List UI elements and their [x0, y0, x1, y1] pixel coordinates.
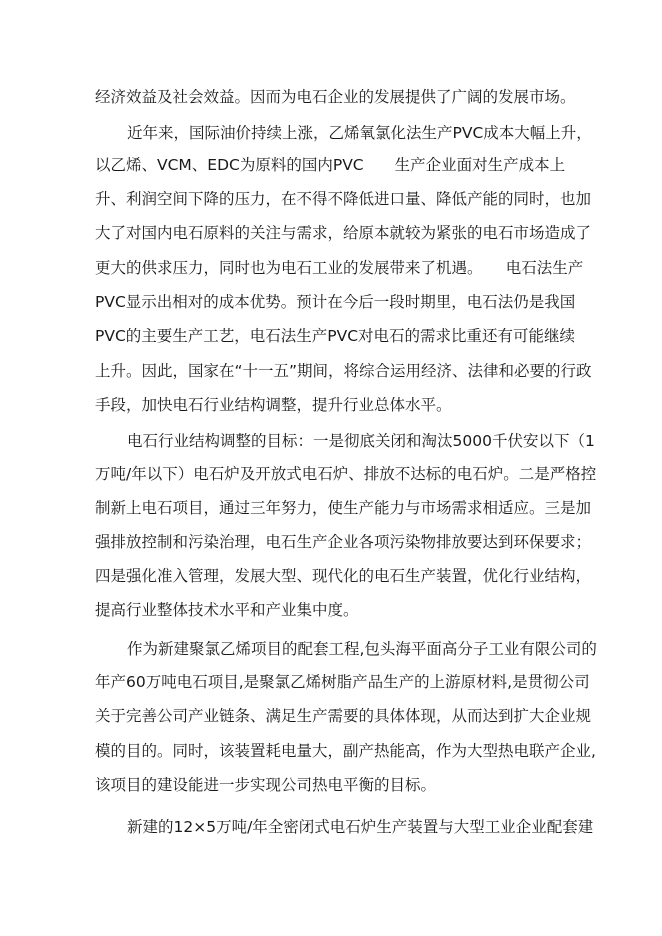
- text-line: 四是强化准入管理，发展大型、现代化的电石生产装置，优化行业结构，: [95, 567, 592, 585]
- text-line: 制新上电石项目，通过三年努力，使生产能力与市场需求相适应。三是加: [95, 499, 592, 517]
- text-line: 年产60万吨电石项目,是聚氯乙烯树脂产品生产的上游原材料,是贯彻公司: [95, 673, 590, 691]
- text-line: 更大的供求压力，同时也为电石工业的发展带来了机遇。 电石法生产: [95, 259, 584, 277]
- text-line: 关于完善公司产业链条、满足生产需要的具体体现，从而达到扩大企业规: [95, 707, 592, 725]
- text-line: 升、利润空间下降的压力，在不得不降低进口量、降低产能的同时，也加: [95, 190, 592, 208]
- text-line: 新建的12×5万吨/年全密闭式电石炉生产装置与大型工业企业配套建: [127, 818, 594, 836]
- text-line: 近年来，国际油价持续上涨，乙烯氧氯化法生产PVC成本大幅上升，: [127, 124, 592, 142]
- text-line: 经济效益及社会效益。因而为电石企业的发展提供了广阔的发展市场。: [95, 88, 576, 106]
- text-line: 模的目的。同时，该装置耗电量大，副产热能高，作为大型热电联产企业,: [95, 742, 596, 760]
- text-line: 该项目的建设能进一步实现公司热电平衡的目标。: [95, 776, 437, 794]
- text-line: 强排放控制和污染治理，电石生产企业各项污染物排放要达到环保要求；: [95, 533, 592, 551]
- text-line: PVC显示出相对的成本优势。预计在今后一段时期里，电石法仍是我国: [95, 293, 576, 311]
- text-line: 作为新建聚氯乙烯项目的配套工程,包头海平面高分子工业有限公司的: [127, 640, 597, 658]
- text-line: 上升。因此，国家在“十一五”期间，将综合运用经济、法律和必要的行政: [95, 362, 592, 380]
- text-line: 万吨/年以下）电石炉及开放式电石炉、排放不达标的电石炉。二是严格控: [95, 465, 597, 483]
- text-line: 大了对国内电石原料的关注与需求，给原本就较为紧张的电石市场造成了: [95, 224, 592, 242]
- text-line: 手段，加快电石行业结构调整，提升行业总体水平。: [95, 396, 452, 414]
- text-line: 电石行业结构调整的目标：一是彻底关闭和淘汰5000千伏安以下（1: [127, 432, 595, 450]
- text-line: 以乙烯、VCM、EDC为原料的国内PVC 生产企业面对生产成本上: [95, 156, 566, 174]
- text-line: 提高行业整体技术水平和产业集中度。: [95, 601, 359, 619]
- text-line: PVC的主要生产工艺，电石法生产PVC对电石的需求比重还有可能继续: [95, 327, 576, 345]
